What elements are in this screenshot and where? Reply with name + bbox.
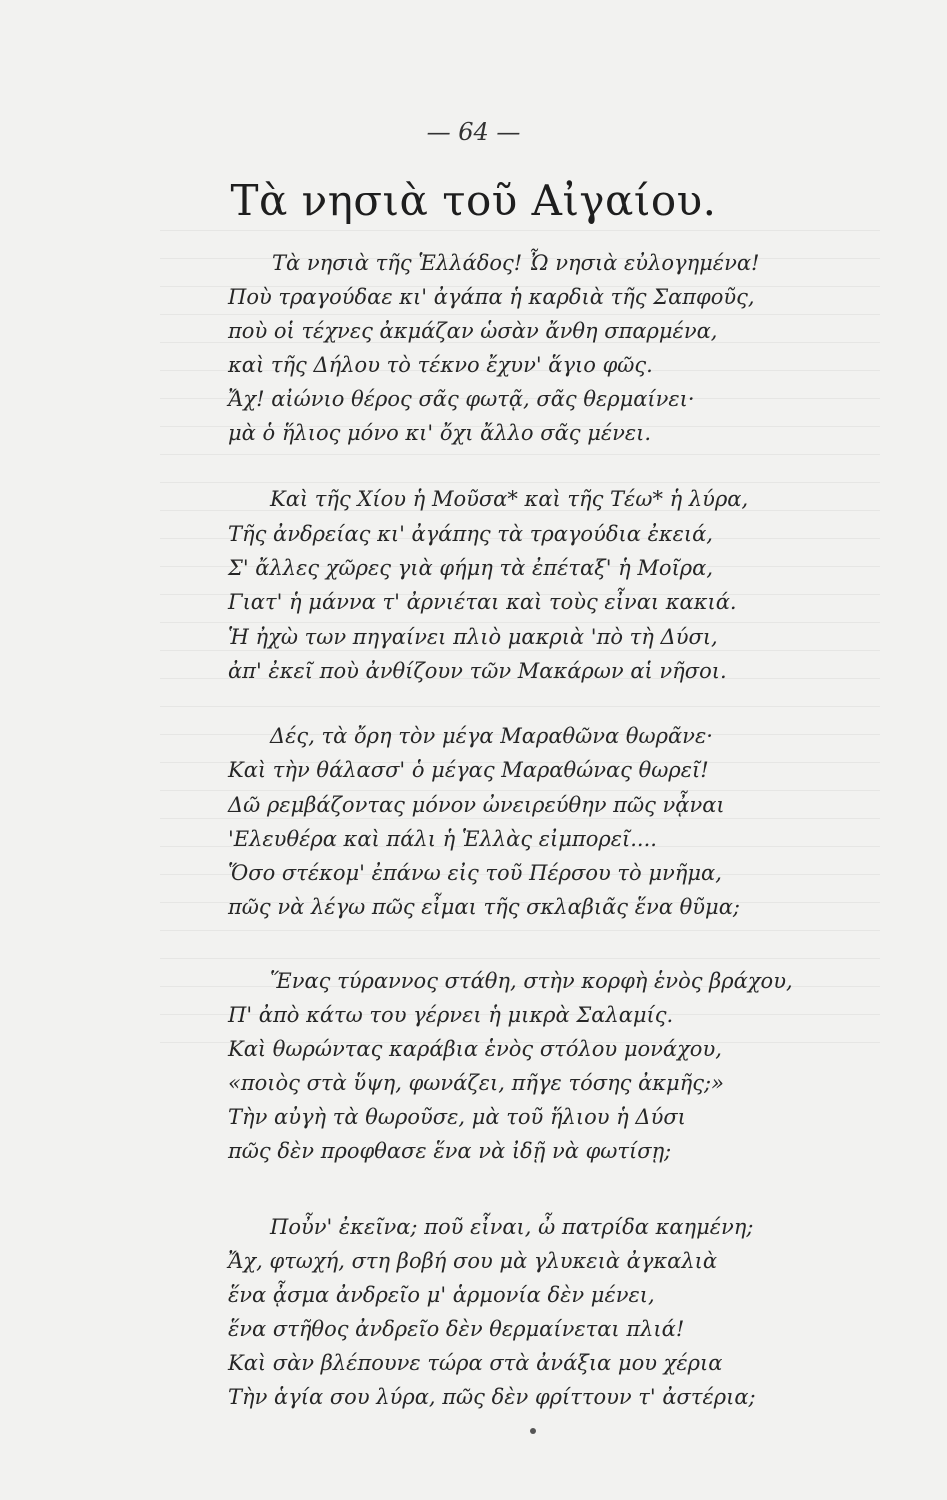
poem-line: Δῶ ρεμβάζοντας μόνον ὠνειρεύθην πῶς νᾆναι (228, 793, 725, 817)
poem-line: ποὺ οἱ τέχνες ἀκμάζαν ὡσὰν ἄνθη σπαρμένα, (228, 319, 718, 343)
poem-line: Ἄχ! αἰώνιο θέρος σᾶς φωτᾷ, σᾶς θερμαίνει· (228, 387, 695, 411)
poem-line: πῶς νὰ λέγω πῶς εἶμαι τῆς σκλαβιᾶς ἕνα θῦμα; (228, 895, 740, 919)
poem-line: Π' ἀπὸ κάτω του γέρνει ἡ μικρὰ Σαλαμίς. (228, 1003, 674, 1027)
poem-line: Ὅσο στέκομ' ἐπάνω εἰς τοῦ Πέρσου τὸ μνῆμα, (228, 861, 722, 885)
poem-line: Γιατ' ἡ μάννα τ' ἀρνιέται καὶ τοὺς εἶναι κακιά. (228, 590, 737, 614)
page-title: Τὰ νησιὰ τοῦ Αἰγαίου. (230, 176, 717, 225)
poem-line: Καὶ σὰν βλέπουνε τώρα στὰ ἀνάξια μου χέρια (228, 1351, 723, 1375)
poem-line: Ποὖν' ἐκεῖνα; ποῦ εἶναι, ὦ πατρίδα καημένη; (270, 1215, 754, 1239)
poem-line: καὶ τῆς Δήλου τὸ τέκνο ἔχυν' ἅγιο φῶς. (228, 353, 653, 377)
poem-line: Καὶ τῆς Χίου ἡ Μοῦσα* καὶ τῆς Τέω* ἡ λύρα, (270, 487, 749, 511)
ornament-dot (530, 1428, 536, 1434)
poem-line: μὰ ὁ ἥλιος μόνο κι' ὄχι ἄλλο σᾶς μένει. (228, 421, 652, 445)
page-number: — 64 — (426, 118, 521, 146)
poem-line: «ποιὸς στὰ ὕψη, φωνάζει, πῆγε τόσης ἀκμῆς;» (228, 1071, 724, 1095)
poem-line: Τὴν αὐγὴ τὰ θωροῦσε, μὰ τοῦ ἥλιου ἡ Δύσι (228, 1105, 686, 1129)
poem-line: ἕνα στῆθος ἀνδρεῖο δὲν θερμαίνεται πλιά! (228, 1317, 685, 1341)
poem-line: 'Ελευθέρα καὶ πάλι ἡ Ἑλλὰς εἰμπορεῖ.... (228, 827, 657, 851)
poem-line: ἀπ' ἐκεῖ ποὺ ἀνθίζουν τῶν Μακάρων αἱ νῆσοι. (228, 659, 727, 683)
poem-line: ἕνα ᾆσμα ἀνδρεῖο μ' ἁρμονία δὲν μένει, (228, 1283, 655, 1307)
poem-line: Καὶ τὴν θάλασσ' ὁ μέγας Μαραθώνας θωρεῖ! (228, 758, 709, 782)
poem-line: Τὴν ἁγία σου λύρα, πῶς δὲν φρίττουν τ' ἀστέρια; (228, 1385, 756, 1409)
poem-line: Ποὺ τραγούδαε κι' ἀγάπα ἡ καρδιὰ τῆς Σαπφοῦς, (228, 285, 755, 309)
poem-line: Ἕνας τύραννος στάθη, στὴν κορφὴ ἑνὸς βράχου, (270, 969, 793, 993)
poem-line: Τὰ νησιὰ τῆς Ἑλλάδος! Ὦ νησιὰ εὐλογημένα! (272, 251, 760, 275)
poem-line: Καὶ θωρώντας καράβια ἑνὸς στόλου μονάχου, (228, 1037, 722, 1061)
poem-line: Ἡ ἠχὼ των πηγαίνει πλιὸ μακριὰ 'πὸ τὴ Δύσι, (228, 625, 718, 649)
poem-line: Τῆς ἀνδρείας κι' ἀγάπης τὰ τραγούδια ἐκειά, (228, 522, 713, 546)
poem-line: Δές, τὰ ὄρη τὸν μέγα Μαραθῶνα θωρᾶνε· (270, 724, 713, 748)
poem-line: πῶς δὲν προφθασε ἕνα νὰ ἰδῇ νὰ φωτίσῃ; (228, 1139, 672, 1163)
poem-line: Ἄχ, φτωχή, στη βοβή σου μὰ γλυκειὰ ἀγκαλιὰ (228, 1249, 718, 1273)
poem-line: Σ' ἄλλες χῶρες γιὰ φήμη τὰ ἐπέταξ' ἡ Μοῖρα, (228, 556, 713, 580)
